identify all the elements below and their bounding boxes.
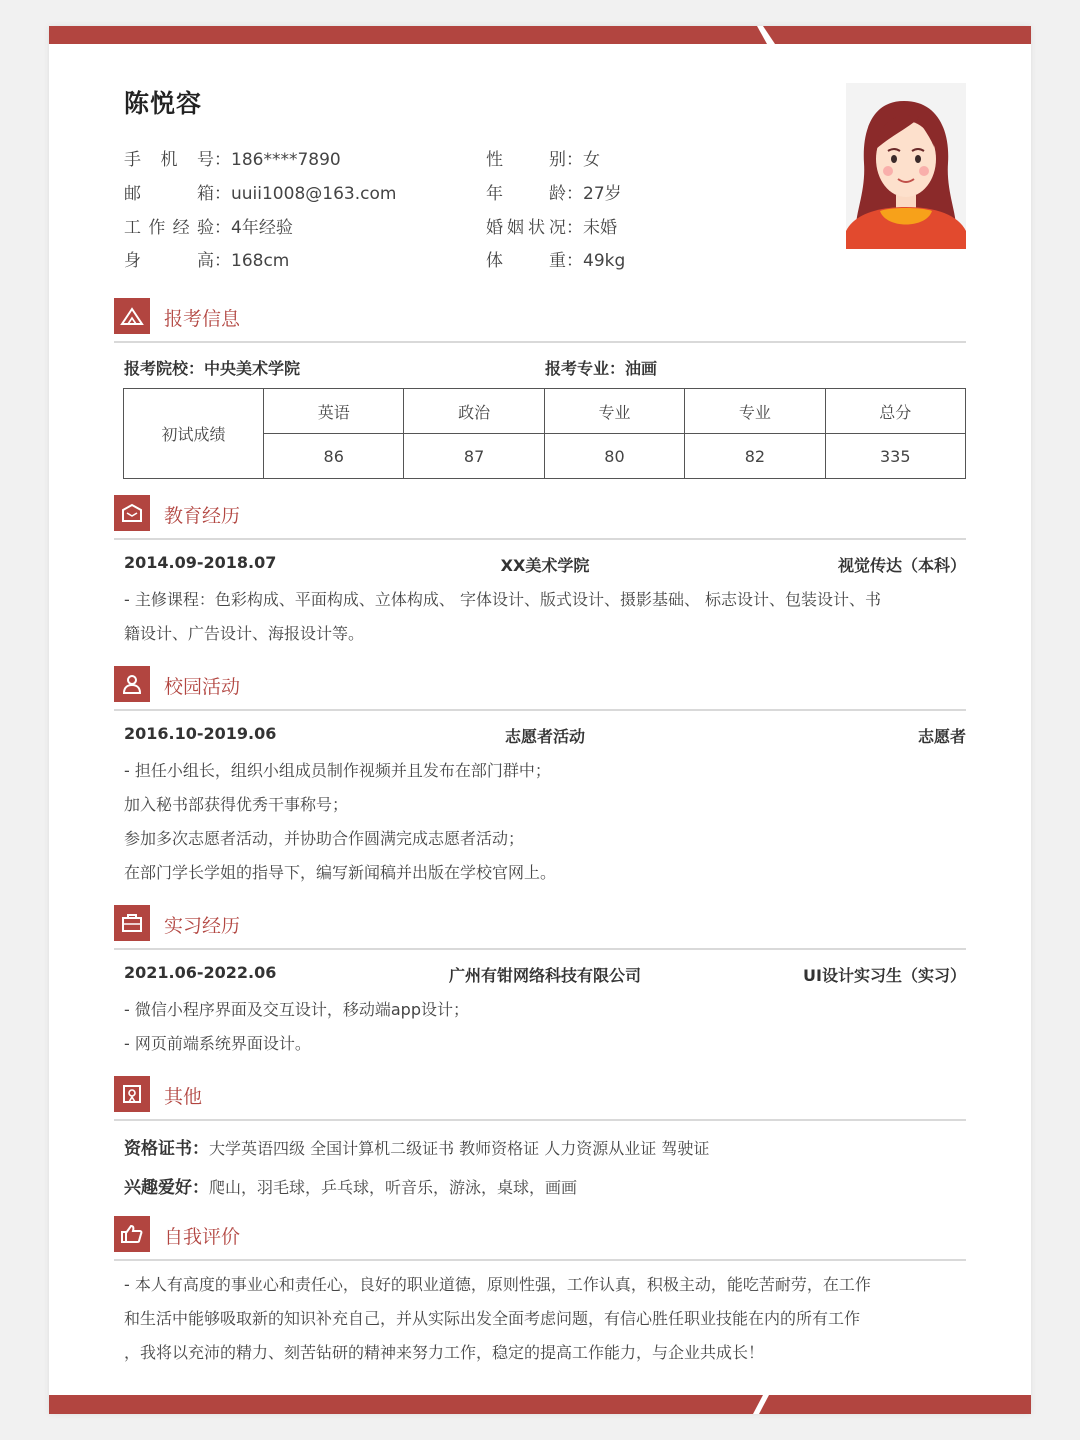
info-label: 性别 [486,150,566,170]
certificate-icon [114,1076,150,1112]
info-value: 4年经验 [231,218,293,238]
score-value: 335 [825,434,965,479]
info-value: 女 [583,150,600,170]
section-application [114,298,966,344]
info-marital: 婚姻状况：未婚 [486,213,617,238]
person-icon [114,666,150,702]
school-value: 中央美术学院 [204,359,301,378]
mountain-icon [114,298,150,334]
score-row-label: 初试成绩 [124,389,264,479]
score-header: 总分 [825,389,965,434]
campus-meta [124,724,966,748]
divider [114,538,966,540]
resume-page [49,26,1031,1414]
info-value: 27岁 [583,184,622,204]
info-value: 49kg [583,251,626,271]
cert-label: 资格证书： [124,1139,209,1159]
section-internship [114,905,966,951]
hobby-list: 爬山，羽毛球，乒乓球，听音乐，游泳，桌球，画画 [209,1178,578,1197]
info-weight: 体重：49kg [486,246,625,271]
target-school [124,356,300,379]
internship-line: - 网页前端系统界面设计。 [124,1034,311,1053]
info-email: 邮箱：uuii1008@163.com [124,179,396,204]
hobby-label: 兴趣爱好： [124,1178,209,1198]
education-line: - 主修课程：色彩构成、平面构成、立体构成、 字体设计、版式设计、摄影基础、 标志设计、包装设计、书 [124,590,882,609]
info-age: 年龄：27岁 [486,179,622,204]
education-period: 2014.09-2018.07 [124,553,277,572]
info-value: uuii1008@163.com [231,184,397,204]
education-meta [124,553,966,577]
score-value: 80 [544,434,684,479]
education-degree: 视觉传达（本科） [837,556,966,575]
campus-role: 志愿者 [917,727,966,746]
campus-line: 加入秘书部获得优秀干事称号； [124,795,349,814]
target-major [545,356,657,379]
section-education [114,495,966,541]
education-school: XX美术学院 [500,556,590,575]
campus-line: - 担任小组长，组织小组成员制作视频并且发布在部门群中； [124,761,551,780]
score-header: 专业 [685,389,825,434]
score-value: 86 [264,434,404,479]
info-label: 体重 [486,251,566,271]
info-label: 邮箱 [124,184,214,204]
cert-list: 大学英语四级 全国计算机二级证书 教师资格证 人力资源从业证 驾驶证 [209,1139,710,1158]
hobbies [124,1173,577,1198]
score-header: 专业 [544,389,684,434]
education-line: 籍设计、广告设计、海报设计等。 [124,624,365,643]
campus-line: 在部门学长学姐的指导下，编写新闻稿并出版在学校官网上。 [124,863,557,882]
avatar [846,83,966,249]
score-header: 英语 [264,389,404,434]
section-title: 校园活动 [164,676,241,698]
score-header: 政治 [404,389,544,434]
divider [114,709,966,711]
score-table [123,388,966,479]
info-height: 身高：168cm [124,246,289,271]
divider [114,1259,966,1261]
info-value: 168cm [231,251,290,271]
score-value: 87 [404,434,544,479]
divider [114,1119,966,1121]
info-label: 工作经验 [124,218,214,238]
thumbs-up-icon [114,1216,150,1252]
major-value: 油画 [625,359,658,378]
divider [114,341,966,343]
briefcase-icon [114,905,150,941]
section-title: 自我评价 [164,1226,241,1248]
internship-company: 广州有钳网络科技有限公司 [448,966,641,985]
section-campus [114,666,966,712]
info-label: 身高 [124,251,214,271]
self-eval-line: ，我将以充沛的精力、刻苦钻研的精神来努力工作，稳定的提高工作能力，与企业共成长！ [124,1343,765,1362]
info-value: 186****7890 [231,150,341,170]
certificates [124,1134,709,1159]
info-label: 婚姻状况 [486,218,566,238]
section-title: 其他 [164,1086,203,1108]
section-title: 教育经历 [164,505,241,527]
info-experience: 工作经验：4年经验 [124,213,293,238]
candidate-name: 陈悦容 [124,89,203,118]
campus-period: 2016.10-2019.06 [124,724,277,743]
score-value: 82 [685,434,825,479]
info-label: 年龄 [486,184,566,204]
school-label: 报考院校： [124,359,205,378]
self-eval-line: - 本人有高度的事业心和责任心，良好的职业道德，原则性强，工作认真，积极主动，能吃苦耐劳，在工作 [124,1275,871,1294]
campus-line: 参加多次志愿者活动，并协助合作圆满完成志愿者活动； [124,829,525,848]
bottom-banner [49,1395,1031,1414]
info-value: 未婚 [583,218,617,238]
campus-activity: 志愿者活动 [504,727,585,746]
info-gender: 性别：女 [486,145,600,170]
info-label: 手机号 [124,150,214,170]
internship-meta [124,963,966,987]
internship-position: UI设计实习生（实习） [803,966,966,985]
table-row [124,389,966,434]
top-banner [49,26,1031,44]
divider [114,948,966,950]
internship-period: 2021.06-2022.06 [124,963,277,982]
section-other [114,1076,966,1122]
school-icon [114,495,150,531]
internship-line: - 微信小程序界面及交互设计，移动端app设计； [124,1000,469,1019]
section-title: 实习经历 [164,915,241,937]
major-label: 报考专业： [545,359,626,378]
section-self-eval [114,1216,966,1262]
info-phone: 手机号：186****7890 [124,145,341,170]
section-title: 报考信息 [164,308,241,330]
self-eval-line: 和生活中能够吸取新的知识补充自己，并从实际出发全面考虑问题，有信心胜任职业技能在内的所有工作 [124,1309,861,1328]
